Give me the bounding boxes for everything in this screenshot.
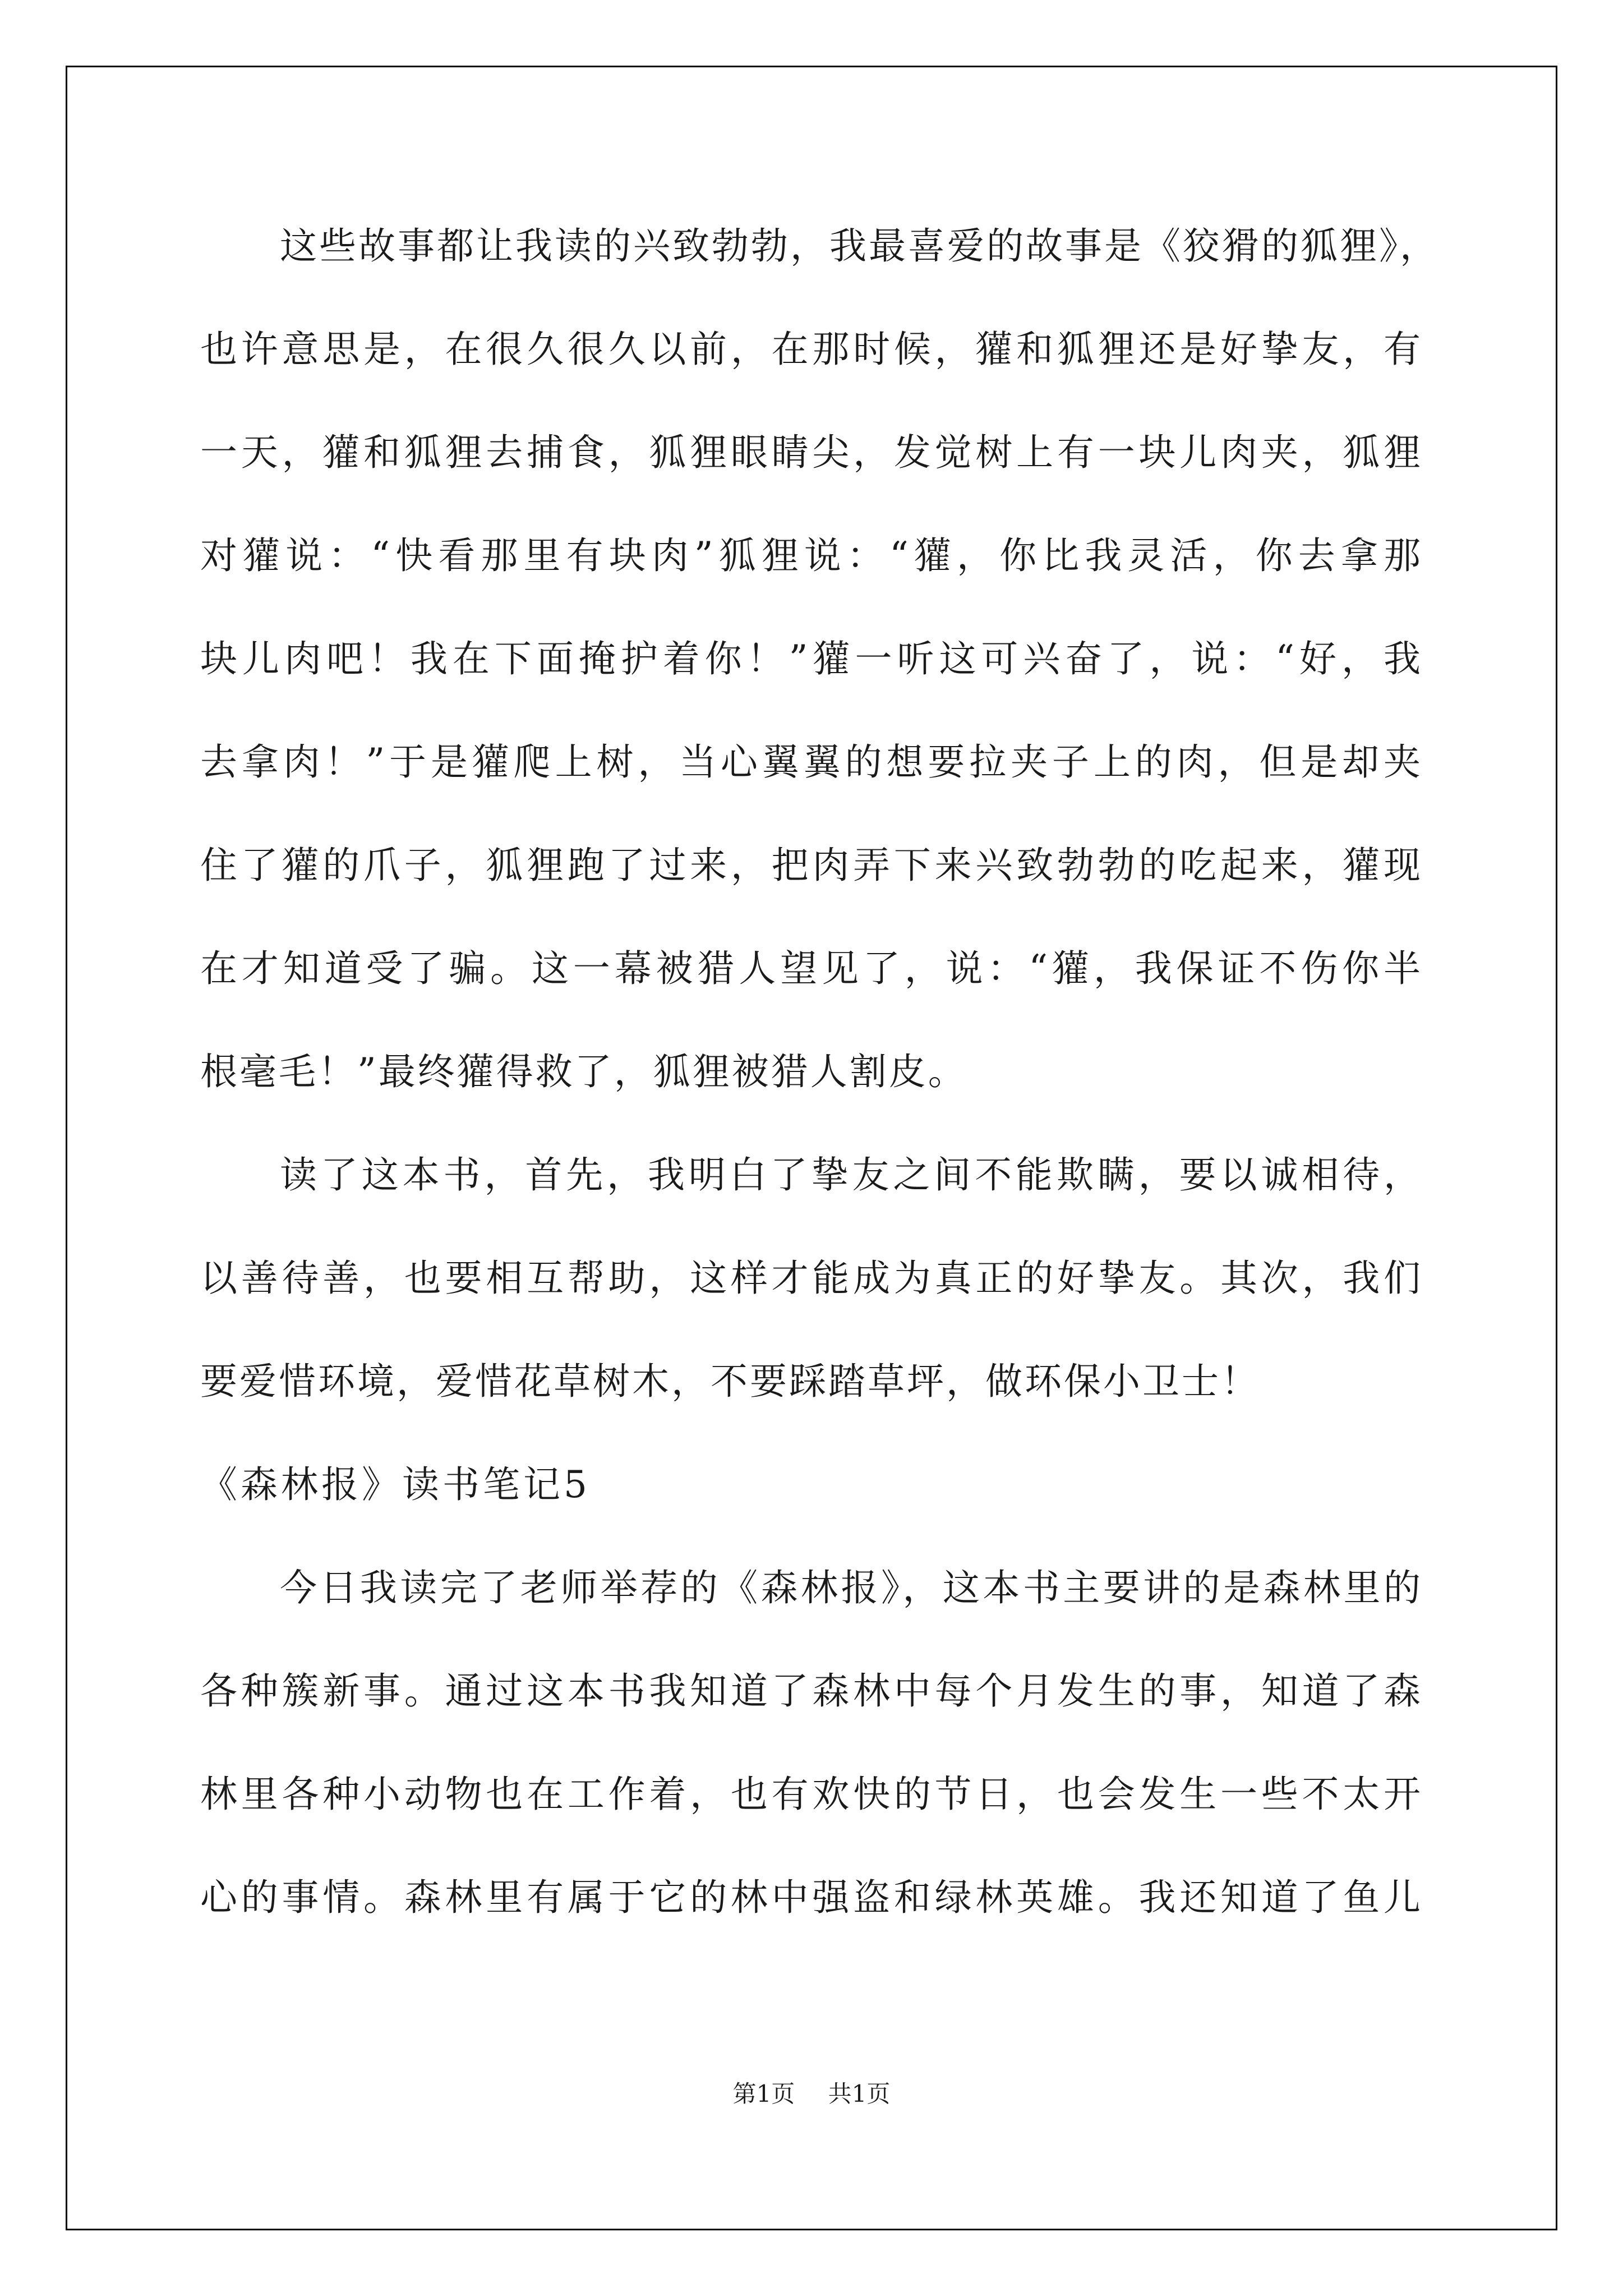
- text-line: 一天，獾和狐狸去捕食，狐狸眼睛尖，发觉树上有一块儿肉夹，狐狸: [200, 431, 1423, 474]
- section-heading: 《森林报》读书笔记5: [200, 1463, 591, 1506]
- page-number-total: 共1页: [828, 2080, 891, 2108]
- text-line: 心的事情。森林里有属于它的林中强盗和绿林英雄。我还知道了鱼儿: [200, 1876, 1423, 1919]
- text-line: 这些故事都让我读的兴致勃勃，我最喜爱的故事是《狡猾的狐狸》，: [280, 224, 1439, 268]
- text-line: 对獾说：“快看那里有块肉”狐狸说：“獾，你比我灵活，你去拿那: [200, 534, 1423, 577]
- text-line: 读了这本书，首先，我明白了挚友之间不能欺瞒，要以诚相待，: [280, 1153, 1423, 1197]
- text-line: 要爱惜环境，爱惜花草树木，不要踩踏草坪，做环保小卫士！: [200, 1360, 1260, 1403]
- page-number-current: 第1页: [732, 2080, 795, 2108]
- text-line: 住了獾的爪子，狐狸跑了过来，把肉弄下来兴致勃勃的吃起来，獾现: [200, 844, 1423, 887]
- document-body: [200, 195, 1439, 1949]
- text-line: 各种簇新事。通过这本书我知道了森林中每个月发生的事，知道了森: [200, 1669, 1423, 1713]
- text-line: 以善待善，也要相互帮助，这样才能成为真正的好挚友。其次，我们: [200, 1257, 1423, 1300]
- page-footer: [0, 2076, 1623, 2109]
- text-line: 也许意思是，在很久很久以前，在那时候，獾和狐狸还是好挚友，有: [200, 328, 1423, 371]
- text-line: 今日我读完了老师举荐的《森林报》，这本书主要讲的是森林里的: [280, 1566, 1423, 1609]
- text-line: 在才知道受了骗。这一幕被猎人望见了，说：“獾，我保证不伤你半: [200, 947, 1423, 990]
- text-line: 林里各种小动物也在工作着，也有欢快的节日，也会发生一些不太开: [200, 1773, 1423, 1816]
- text-line: 去拿肉！”于是獾爬上树，当心翼翼的想要拉夹子上的肉，但是却夹: [200, 740, 1423, 784]
- text-line: 块儿肉吧！我在下面掩护着你！”獾一听这可兴奋了，说：“好，我: [200, 637, 1423, 680]
- text-line: 根毫毛！”最终獾得救了，狐狸被猎人割皮。: [200, 1050, 967, 1093]
